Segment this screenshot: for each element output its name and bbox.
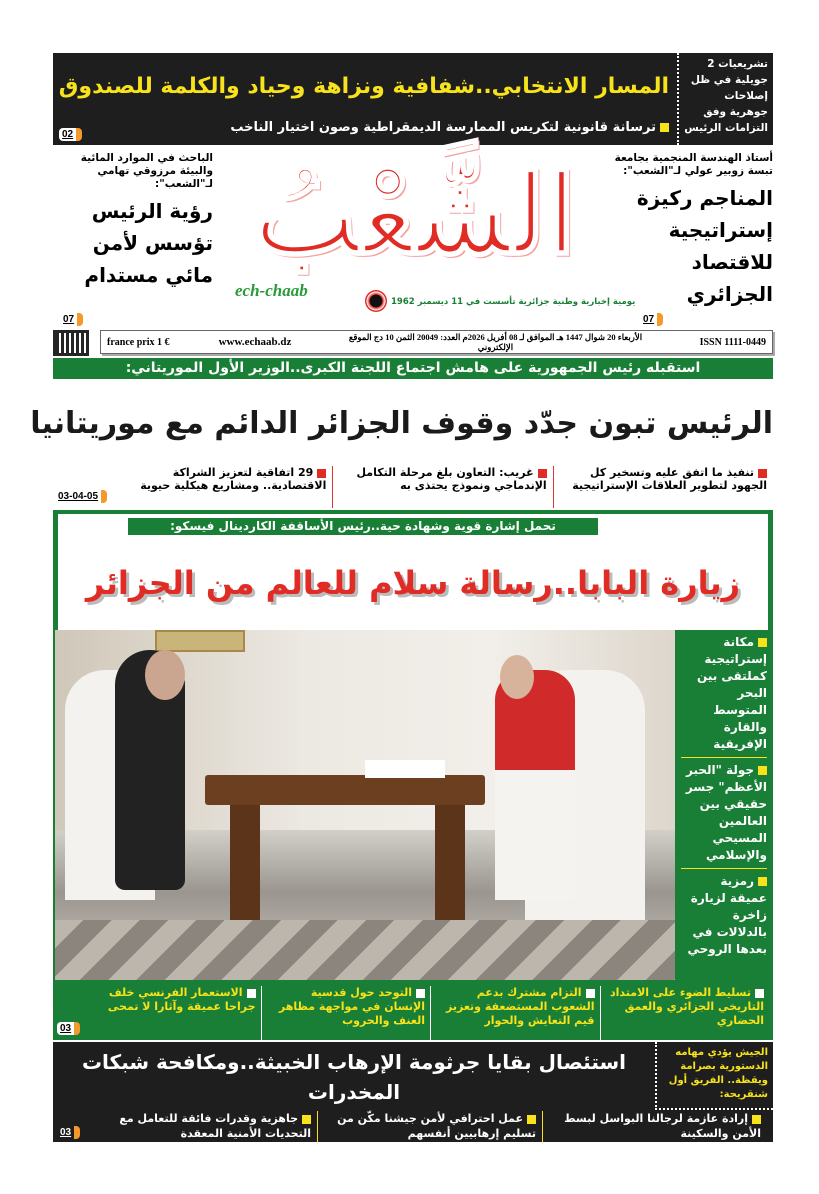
logo-latin: ech-chaab bbox=[235, 281, 308, 300]
info-bar bbox=[100, 330, 773, 354]
lead-point-text: 29 اتفاقية لتعزيز الشراكة الاقتصادية.. ومشاريع هيكلية حيوية bbox=[140, 466, 327, 492]
side-point bbox=[681, 873, 767, 958]
side-point-text: مكانة إستراتيجية كملتقى بين البحر المتوسط والقارة الإفريقية bbox=[697, 635, 767, 751]
bullet-icon bbox=[755, 989, 764, 998]
top-story-band bbox=[53, 53, 773, 145]
page-ref[interactable]: 03-04-05 bbox=[55, 490, 107, 503]
side-point bbox=[681, 634, 767, 753]
page-ref[interactable]: 03 bbox=[57, 1022, 80, 1035]
lead-point bbox=[553, 466, 773, 508]
pope-kicker: تحمل إشارة قوية وشهادة حية..رئيس الأساقفة الكاردينال فيسكو: bbox=[128, 518, 598, 535]
pope-story bbox=[53, 510, 773, 1040]
side-point bbox=[681, 762, 767, 864]
price-france: france prix 1 € bbox=[107, 336, 170, 348]
army-point bbox=[317, 1111, 542, 1142]
pope-headline[interactable]: زيارة البابا..رسالة سلام للعالم من الجزائر bbox=[85, 564, 741, 602]
logo-tagline: يومية إخبارية وطنية جزائرية تأسست في 11 ديسمبر 1962 bbox=[391, 297, 636, 307]
pope-bottom-points bbox=[53, 980, 773, 1040]
army-point-text: جاهزية وقدرات فائقة للتعامل مع التحديات الأمنية المعقدة bbox=[119, 1112, 311, 1140]
logo-wordmark: الشَّعْبُ bbox=[253, 150, 577, 279]
army-points bbox=[53, 1110, 773, 1142]
bullet-icon bbox=[758, 638, 767, 647]
globe-icon bbox=[365, 290, 387, 312]
bullet-icon bbox=[660, 123, 669, 132]
top-subline bbox=[99, 119, 669, 137]
page-ref[interactable]: 02 bbox=[59, 128, 82, 141]
divider bbox=[681, 868, 767, 869]
bullet-icon bbox=[416, 989, 425, 998]
page-ref[interactable]: 07 bbox=[640, 313, 663, 326]
pope-meeting-photo[interactable] bbox=[55, 630, 675, 980]
right-teaser-headline: المناجم ركيزة إستراتيجية للاقتصاد الجزائري bbox=[636, 186, 773, 306]
lead-points bbox=[53, 466, 773, 508]
divider bbox=[681, 757, 767, 758]
pope-side-points bbox=[675, 630, 773, 980]
left-teaser-kicker: الباحث في الموارد المائية والبيئة مرزوقي تهامي لـ"الشعب": bbox=[80, 152, 213, 190]
bottom-point-text: تسليط الضوء على الامتداد التاريخي الجزائري والعمق الحضاري bbox=[610, 986, 764, 1027]
bullet-icon bbox=[758, 766, 767, 775]
bullet-icon bbox=[758, 469, 767, 478]
bottom-point-text: التزام مشترك بدعم الشعوب المستضعفة وتعزيز قيم التعايش والحوار bbox=[446, 986, 595, 1027]
bullet-icon bbox=[752, 1115, 761, 1124]
lead-headline[interactable]: الرئيس تبون جدّد وقوف الجزائر الدائم مع موريتانيا bbox=[30, 406, 773, 441]
bottom-point bbox=[600, 986, 770, 1040]
lead-kicker: استقبله رئيس الجمهورية على هامش اجتماع اللجنة الكبرى..الوزير الأول الموريتاني: bbox=[53, 358, 773, 379]
army-point bbox=[542, 1111, 767, 1142]
date-issue-line: الأربعاء 20 شوال 1447 هـ الموافق لـ 08 أفريل 2026م العدد: 20049 الثمن 10 دج الموقع الإلكتروني bbox=[348, 332, 643, 352]
army-story bbox=[53, 1042, 773, 1142]
bottom-point-text: الاستعمار الفرنسي خلف جراحا عميقة وآثارا لا تمحى bbox=[107, 986, 256, 1013]
bottom-point-text: التوحد حول قدسية الإنسان في مواجهة مظاهر العنف والحروب bbox=[278, 986, 425, 1027]
bullet-icon bbox=[538, 469, 547, 478]
bullet-icon bbox=[586, 989, 595, 998]
bottom-point bbox=[261, 986, 431, 1040]
army-point bbox=[59, 1111, 317, 1142]
qr-code[interactable] bbox=[53, 330, 89, 356]
left-teaser-headline: رؤية الرئيس تؤسس لأمن مائي مستدام bbox=[84, 199, 213, 287]
right-teaser[interactable] bbox=[610, 152, 773, 310]
top-subline-text: ترسانة قانونية لتكريس الممارسة الديمقراطية وصون اختيار الناخب bbox=[230, 120, 656, 135]
army-headline-text: استئصال بقايا جرثومة الإرهاب الخبيثة..ومكافحة شبكات المخدرات bbox=[81, 1050, 627, 1104]
army-headline[interactable] bbox=[59, 1046, 649, 1108]
bottom-point bbox=[57, 986, 261, 1040]
bottom-point bbox=[430, 986, 600, 1040]
issn: ISSN 1111-0449 bbox=[699, 336, 766, 348]
newspaper-logo bbox=[215, 150, 636, 320]
page-ref[interactable]: 07 bbox=[60, 313, 83, 326]
right-teaser-kicker: أستاذ الهندسة المنجمية بجامعة تبسة زوبير عولي لـ"الشعب": bbox=[614, 152, 773, 177]
side-point-text: جولة "الحبر الأعظم" جسر حقيقي بين العالمين المسيحي والإسلامي bbox=[685, 763, 767, 862]
pope-headline-area bbox=[58, 514, 768, 630]
bullet-icon bbox=[527, 1115, 536, 1124]
left-teaser[interactable] bbox=[53, 152, 213, 291]
army-side-teaser: الجيش يؤدي مهامه الدستورية بصرامة ويقظة.. الفريق أول شنقريحة: bbox=[655, 1042, 773, 1110]
website-link[interactable]: www.echaab.dz bbox=[218, 336, 292, 348]
army-point-text: عمل احترافي لأمن جيشنا مكّن من تسليم إرهابيين أنفسهم bbox=[337, 1112, 536, 1140]
lead-point-text: تنفيذ ما اتفق عليه وتسخير كل الجهود لتطوير العلاقات الإستراتيجية bbox=[572, 466, 767, 492]
bullet-icon bbox=[247, 989, 256, 998]
lead-point bbox=[332, 466, 552, 508]
army-point-text: إرادة عازمة لرجالنا البواسل لبسط الأمن والسكينة bbox=[564, 1112, 761, 1140]
page-ref[interactable]: 03 bbox=[57, 1126, 80, 1139]
top-side-teaser: تشريعيات 2 جويلية في ظل إصلاحات جوهرية وفق التزامات الرئيس bbox=[677, 53, 773, 145]
bullet-icon bbox=[302, 1115, 311, 1124]
side-point-text: رمزية عميقة لزيارة زاخرة بالدلالات في بعدها الروحي bbox=[687, 874, 767, 956]
top-headline[interactable]: المسار الانتخابي..شفافية ونزاهة وحياد والكلمة للصندوق bbox=[58, 74, 669, 99]
lead-point-text: غريب: التعاون بلغ مرحلة التكامل الإندماجي ونموذج يحتذى به bbox=[356, 466, 547, 492]
bullet-icon bbox=[758, 877, 767, 886]
bullet-icon bbox=[317, 469, 326, 478]
